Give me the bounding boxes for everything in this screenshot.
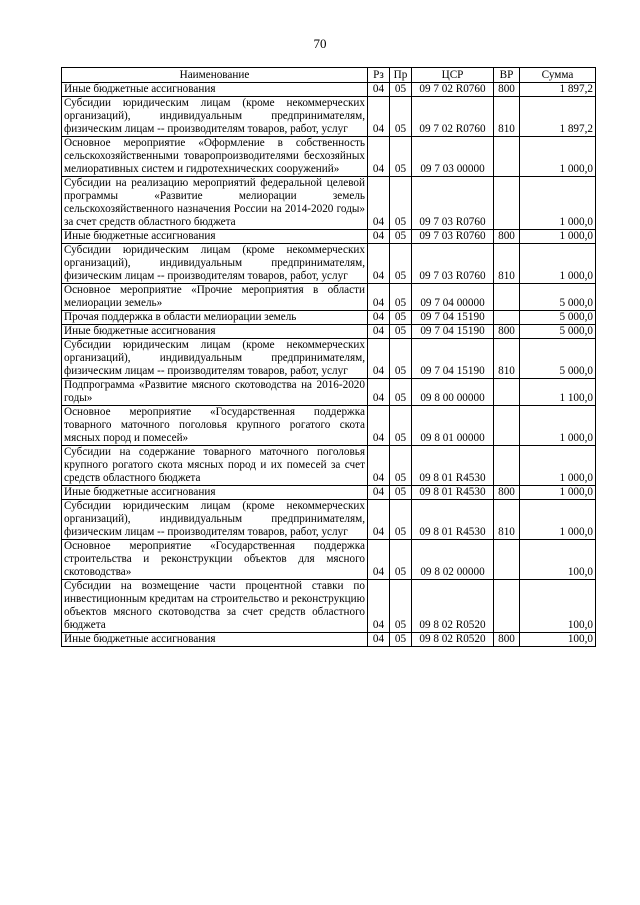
cell-sum: 5 000,0 (520, 325, 596, 339)
header-name: Наименование (62, 68, 368, 83)
header-csr: ЦСР (412, 68, 494, 83)
cell-vr (494, 284, 520, 311)
cell-name: Прочая поддержка в области мелиорации земель (62, 311, 368, 325)
cell-pr: 05 (390, 230, 412, 244)
cell-vr: 810 (494, 500, 520, 540)
cell-pr: 05 (390, 284, 412, 311)
cell-name: Субсидии на реализацию мероприятий федеральной целевой программы «Развитие мелиорации земель сельскохозяйственного назначения России на 2014-2020 годы» за счет средств областного бюджета (62, 177, 368, 230)
cell-vr (494, 446, 520, 486)
cell-rz: 04 (368, 325, 390, 339)
cell-vr (494, 406, 520, 446)
header-vr: ВР (494, 68, 520, 83)
page-number: 70 (313, 36, 327, 51)
cell-pr: 05 (390, 137, 412, 177)
table-row (62, 284, 596, 311)
cell-rz: 04 (368, 339, 390, 379)
cell-vr: 800 (494, 486, 520, 500)
table-header-row (62, 68, 596, 83)
cell-csr: 09 7 02 R0760 (412, 83, 494, 97)
cell-vr: 800 (494, 633, 520, 647)
cell-sum: 1 000,0 (520, 406, 596, 446)
cell-sum: 1 000,0 (520, 500, 596, 540)
cell-vr (494, 177, 520, 230)
cell-pr: 05 (390, 83, 412, 97)
cell-sum: 1 000,0 (520, 486, 596, 500)
table-row (62, 500, 596, 540)
cell-rz: 04 (368, 230, 390, 244)
cell-sum: 1 000,0 (520, 177, 596, 230)
table-row (62, 177, 596, 230)
cell-rz: 04 (368, 284, 390, 311)
cell-name: Иные бюджетные ассигнования (62, 230, 368, 244)
cell-vr: 810 (494, 339, 520, 379)
header-sum: Сумма (520, 68, 596, 83)
cell-csr: 09 7 02 R0760 (412, 97, 494, 137)
cell-csr: 09 8 01 R4530 (412, 500, 494, 540)
cell-csr: 09 7 03 00000 (412, 137, 494, 177)
cell-sum: 1 897,2 (520, 83, 596, 97)
cell-pr: 05 (390, 406, 412, 446)
cell-name: Субсидии юридическим лицам (кроме некоммерческих организаций), индивидуальным предпринимателям, физическим лицам -- производителям товаров, работ, услуг (62, 500, 368, 540)
table-row (62, 97, 596, 137)
cell-rz: 04 (368, 97, 390, 137)
header-rz: Рз (368, 68, 390, 83)
cell-name: Основное мероприятие «Государственная поддержка товарного маточного поголовья крупного рогатого скота мясных пород и помесей» (62, 406, 368, 446)
cell-rz: 04 (368, 580, 390, 633)
cell-name: Субсидии юридическим лицам (кроме некоммерческих организаций), индивидуальным предпринимателям, физическим лицам -- производителям товаров, работ, услуг (62, 244, 368, 284)
cell-sum: 1 000,0 (520, 137, 596, 177)
table-row (62, 325, 596, 339)
cell-csr: 09 7 04 15190 (412, 325, 494, 339)
cell-rz: 04 (368, 137, 390, 177)
cell-name: Основное мероприятие «Прочие мероприятия в области мелиорации земель» (62, 284, 368, 311)
cell-csr: 09 7 03 R0760 (412, 244, 494, 284)
cell-vr (494, 137, 520, 177)
cell-pr: 05 (390, 311, 412, 325)
cell-name: Основное мероприятие «Государственная поддержка строительства и реконструкции объектов для мясного скотоводства» (62, 540, 368, 580)
cell-name: Субсидии на содержание товарного маточного поголовья крупного рогатого скота мясных пород и их помесей за счет средств областного бюджета (62, 446, 368, 486)
cell-csr: 09 8 01 00000 (412, 406, 494, 446)
budget-table (61, 67, 596, 647)
cell-rz: 04 (368, 406, 390, 446)
cell-name: Иные бюджетные ассигнования (62, 633, 368, 647)
table-row (62, 406, 596, 446)
cell-sum: 1 897,2 (520, 97, 596, 137)
cell-pr: 05 (390, 500, 412, 540)
cell-sum: 5 000,0 (520, 311, 596, 325)
table-row (62, 633, 596, 647)
table-row (62, 230, 596, 244)
cell-rz: 04 (368, 177, 390, 230)
table-row (62, 311, 596, 325)
cell-vr: 810 (494, 244, 520, 284)
cell-csr: 09 8 02 R0520 (412, 633, 494, 647)
cell-csr: 09 7 03 R0760 (412, 177, 494, 230)
cell-csr: 09 7 04 15190 (412, 311, 494, 325)
cell-name: Иные бюджетные ассигнования (62, 83, 368, 97)
cell-vr (494, 311, 520, 325)
table-row (62, 446, 596, 486)
cell-vr (494, 580, 520, 633)
cell-pr: 05 (390, 177, 412, 230)
cell-sum: 5 000,0 (520, 284, 596, 311)
cell-csr: 09 7 03 R0760 (412, 230, 494, 244)
header-pr: Пр (390, 68, 412, 83)
cell-name: Субсидии юридическим лицам (кроме некоммерческих организаций), индивидуальным предпринимателям, физическим лицам -- производителям товаров, работ, услуг (62, 97, 368, 137)
cell-pr: 05 (390, 244, 412, 284)
cell-sum: 1 000,0 (520, 446, 596, 486)
cell-csr: 09 8 02 00000 (412, 540, 494, 580)
cell-pr: 05 (390, 486, 412, 500)
cell-csr: 09 8 01 R4530 (412, 486, 494, 500)
cell-sum: 100,0 (520, 540, 596, 580)
cell-rz: 04 (368, 379, 390, 406)
cell-pr: 05 (390, 325, 412, 339)
table-row (62, 137, 596, 177)
cell-name: Подпрограмма «Развитие мясного скотоводства на 2016-2020 годы» (62, 379, 368, 406)
table-row (62, 339, 596, 379)
cell-sum: 1 000,0 (520, 244, 596, 284)
cell-vr: 800 (494, 325, 520, 339)
cell-name: Иные бюджетные ассигнования (62, 486, 368, 500)
cell-rz: 04 (368, 633, 390, 647)
cell-pr: 05 (390, 580, 412, 633)
cell-sum: 5 000,0 (520, 339, 596, 379)
cell-sum: 100,0 (520, 633, 596, 647)
table-row (62, 540, 596, 580)
cell-name: Основное мероприятие «Оформление в собственность сельскохозяйственными товаропроизводителями бесхозяйных мелиоративных систем и гидротехнических сооружений» (62, 137, 368, 177)
cell-rz: 04 (368, 311, 390, 325)
cell-rz: 04 (368, 540, 390, 580)
cell-csr: 09 8 00 00000 (412, 379, 494, 406)
cell-pr: 05 (390, 446, 412, 486)
cell-rz: 04 (368, 83, 390, 97)
cell-vr: 800 (494, 83, 520, 97)
cell-sum: 100,0 (520, 580, 596, 633)
cell-rz: 04 (368, 486, 390, 500)
cell-sum: 1 000,0 (520, 230, 596, 244)
cell-vr: 800 (494, 230, 520, 244)
table-row (62, 83, 596, 97)
cell-csr: 09 7 04 00000 (412, 284, 494, 311)
cell-name: Иные бюджетные ассигнования (62, 325, 368, 339)
cell-name: Субсидии юридическим лицам (кроме некоммерческих организаций), индивидуальным предпринимателям, физическим лицам -- производителям товаров, работ, услуг (62, 339, 368, 379)
cell-pr: 05 (390, 540, 412, 580)
table-row (62, 486, 596, 500)
cell-rz: 04 (368, 244, 390, 284)
cell-rz: 04 (368, 446, 390, 486)
table-row (62, 580, 596, 633)
cell-pr: 05 (390, 633, 412, 647)
cell-pr: 05 (390, 379, 412, 406)
table-row (62, 244, 596, 284)
cell-csr: 09 8 02 R0520 (412, 580, 494, 633)
table-row (62, 379, 596, 406)
cell-name: Субсидии на возмещение части процентной ставки по инвестиционным кредитам на строительство и реконструкцию объектов мясного скотоводства за счет средств областного бюджета (62, 580, 368, 633)
cell-pr: 05 (390, 97, 412, 137)
cell-sum: 1 100,0 (520, 379, 596, 406)
cell-vr: 810 (494, 97, 520, 137)
cell-csr: 09 7 04 15190 (412, 339, 494, 379)
cell-vr (494, 379, 520, 406)
cell-rz: 04 (368, 500, 390, 540)
cell-vr (494, 540, 520, 580)
cell-csr: 09 8 01 R4530 (412, 446, 494, 486)
cell-pr: 05 (390, 339, 412, 379)
